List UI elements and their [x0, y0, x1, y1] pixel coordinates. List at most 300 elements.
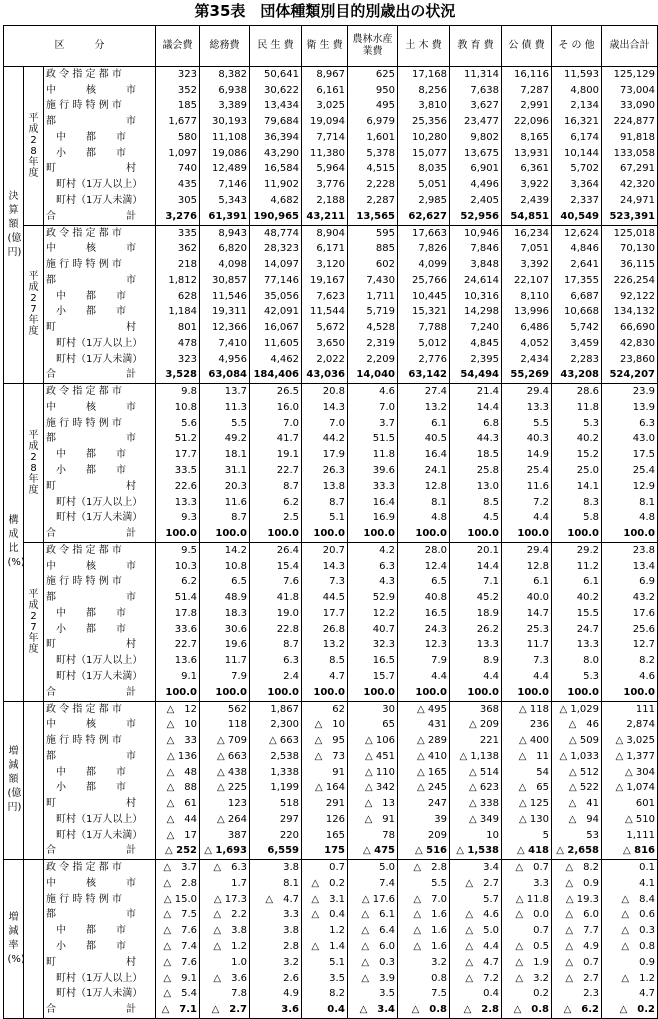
- cell-value: △ 0.3: [602, 923, 658, 939]
- cell-value: 5.5: [200, 416, 250, 432]
- table-row: [4, 638, 658, 654]
- cell-value: 5.1: [302, 955, 348, 971]
- cell-value: 16,067: [250, 320, 302, 336]
- cell-value: △ 2.8: [450, 1002, 502, 1018]
- row-label: 町村（1万人以上）: [46, 655, 143, 667]
- cell-value: 3.3: [502, 876, 552, 892]
- row-label: 中 核 市: [46, 243, 136, 255]
- cell-value: 13.3: [450, 638, 502, 654]
- cell-value: 63,142: [398, 368, 450, 384]
- cell-value: △ 5.0: [450, 923, 502, 939]
- header-col: 総務費: [200, 26, 250, 67]
- cell-value: △ 5.4: [156, 986, 200, 1002]
- cell-value: 29.4: [502, 542, 552, 558]
- table-total-row: [4, 209, 658, 225]
- cell-value: 8,256: [398, 83, 450, 99]
- cell-value: 14.7: [502, 606, 552, 622]
- cell-value: 2,538: [250, 749, 302, 765]
- row-label: 町村（1万人未満）: [46, 829, 143, 841]
- cell-value: 63,084: [200, 368, 250, 384]
- header-col: 衛 生 費: [302, 26, 348, 67]
- cell-value: 14.1: [552, 479, 602, 495]
- cell-value: 0.9: [602, 955, 658, 971]
- cell-value: 3.4: [450, 860, 502, 876]
- cell-value: 45.2: [450, 590, 502, 606]
- cell-value: △ 3.9: [348, 971, 398, 987]
- cell-value: 5,672: [302, 320, 348, 336]
- cell-value: △ 0.8: [502, 1002, 552, 1018]
- cell-value: 24.1: [398, 463, 450, 479]
- cell-value: 352: [156, 83, 200, 99]
- cell-value: △ 3,025: [602, 733, 658, 749]
- cell-value: 15.2: [552, 447, 602, 463]
- cell-value: △ 9.1: [156, 971, 200, 987]
- cell-value: 6,820: [200, 241, 250, 257]
- cell-value: 22.7: [250, 463, 302, 479]
- cell-value: △ 6.1: [348, 908, 398, 924]
- cell-value: 23.9: [602, 384, 658, 400]
- cell-value: △ 663: [200, 749, 250, 765]
- cell-value: 7,240: [450, 320, 502, 336]
- cell-value: 9.5: [156, 542, 200, 558]
- cell-value: 2,439: [502, 193, 552, 209]
- cell-value: 2,874: [602, 717, 658, 733]
- cell-value: △ 522: [552, 780, 602, 796]
- cell-value: 91,818: [602, 130, 658, 146]
- cell-value: 740: [156, 162, 200, 178]
- cell-value: 26.5: [250, 384, 302, 400]
- cell-value: 2,991: [502, 99, 552, 115]
- cell-value: 247: [398, 796, 450, 812]
- table-row: [4, 99, 658, 115]
- cell-value: △ 0.9: [552, 876, 602, 892]
- cell-value: 209: [398, 828, 450, 844]
- row-label: 中 核 市: [46, 560, 136, 572]
- cell-value: △ 7.2: [450, 971, 502, 987]
- cell-value: △ 495: [398, 701, 450, 717]
- cell-value: 16.0: [250, 400, 302, 416]
- cell-value: △ 94: [552, 812, 602, 828]
- section-label-text: 構成比(%): [7, 515, 25, 569]
- cell-value: 5,343: [200, 193, 250, 209]
- table-row: [4, 67, 658, 83]
- cell-value: △ 304: [602, 765, 658, 781]
- cell-value: 175: [302, 844, 348, 860]
- cell-value: 19.6: [200, 638, 250, 654]
- cell-value: 6.3: [602, 416, 658, 432]
- row-label: 小 都 市: [46, 782, 126, 794]
- cell-value: 40.2: [552, 432, 602, 448]
- cell-value: 51.2: [156, 432, 200, 448]
- table-row: [4, 447, 658, 463]
- cell-value: 7.8: [200, 986, 250, 1002]
- table-row: [4, 479, 658, 495]
- cell-value: 4,052: [502, 336, 552, 352]
- cell-value: △ 514: [450, 765, 502, 781]
- cell-value: 1,677: [156, 114, 200, 130]
- cell-value: 32.3: [348, 638, 398, 654]
- cell-value: 19.0: [250, 606, 302, 622]
- cell-value: △ 451: [348, 749, 398, 765]
- row-label: 小 都 市: [46, 465, 126, 477]
- cell-value: 13,434: [250, 99, 302, 115]
- cell-value: 30.6: [200, 622, 250, 638]
- row-label: 小 都 市: [46, 147, 126, 159]
- cell-value: 25.4: [602, 463, 658, 479]
- cell-value: 3,392: [502, 257, 552, 273]
- cell-value: 42,830: [602, 336, 658, 352]
- cell-value: 12.4: [398, 559, 450, 575]
- cell-value: 111: [602, 701, 658, 717]
- cell-value: △ 4.4: [450, 939, 502, 955]
- cell-value: 11.6: [200, 495, 250, 511]
- cell-value: 7.6: [250, 575, 302, 591]
- table-row: [4, 241, 658, 257]
- cell-value: 185: [156, 99, 200, 115]
- cell-value: 4.8: [398, 510, 450, 526]
- cell-value: 4,845: [450, 336, 502, 352]
- cell-value: 17.7: [302, 606, 348, 622]
- cell-value: 1,111: [602, 828, 658, 844]
- year-label-text: 平成27年度: [28, 588, 39, 655]
- cell-value: 6.1: [398, 416, 450, 432]
- cell-value: 43,208: [552, 368, 602, 384]
- cell-value: 13.2: [398, 400, 450, 416]
- cell-value: 3,276: [156, 209, 200, 225]
- cell-value: 2,319: [348, 336, 398, 352]
- cell-value: 31.1: [200, 463, 250, 479]
- cell-value: △ 475: [348, 844, 398, 860]
- row-label: 町 村: [46, 322, 136, 334]
- cell-value: 125,018: [602, 225, 658, 241]
- cell-value: 42,091: [250, 304, 302, 320]
- cell-value: △ 0.8: [398, 1002, 450, 1018]
- cell-value: △ 3.4: [348, 1002, 398, 1018]
- table-total-row: [4, 526, 658, 542]
- cell-value: △ 15.0: [156, 892, 200, 908]
- cell-value: 3.5: [348, 986, 398, 1002]
- cell-value: 20.1: [450, 542, 502, 558]
- cell-value: 23.8: [602, 542, 658, 558]
- cell-value: 54,851: [502, 209, 552, 225]
- cell-value: 7,826: [398, 241, 450, 257]
- cell-value: 6,171: [302, 241, 348, 257]
- cell-value: 100.0: [398, 685, 450, 701]
- cell-value: 8,110: [502, 289, 552, 305]
- cell-value: △ 1.6: [398, 923, 450, 939]
- cell-value: 7.9: [200, 669, 250, 685]
- row-label: 都 市: [46, 750, 136, 762]
- section-label-text: 決算額(億円): [7, 191, 22, 259]
- cell-value: 2,287: [348, 193, 398, 209]
- cell-value: 6,161: [302, 83, 348, 99]
- table-row: [4, 289, 658, 305]
- cell-value: 52.9: [348, 590, 398, 606]
- cell-value: △ 816: [602, 844, 658, 860]
- row-label: 町村（1万人未満）: [46, 353, 143, 365]
- cell-value: 22,107: [502, 273, 552, 289]
- cell-value: 29.2: [552, 542, 602, 558]
- cell-value: 5.0: [348, 860, 398, 876]
- cell-value: △ 512: [552, 765, 602, 781]
- cell-value: 801: [156, 320, 200, 336]
- table-row: [4, 701, 658, 717]
- cell-value: 16.9: [348, 510, 398, 526]
- cell-value: △ 0.0: [502, 908, 552, 924]
- cell-value: △ 3.7: [156, 860, 200, 876]
- cell-value: △ 17: [156, 828, 200, 844]
- cell-value: 15,077: [398, 146, 450, 162]
- cell-value: 100.0: [200, 685, 250, 701]
- cell-value: △ 709: [200, 733, 250, 749]
- row-label: 政 令 指 定 都 市: [44, 860, 156, 876]
- cell-value: 16,584: [250, 162, 302, 178]
- year-label-text: 平成28年度: [28, 112, 39, 179]
- cell-value: 8,165: [502, 130, 552, 146]
- table-row: [4, 876, 658, 892]
- cell-value: 25.4: [502, 463, 552, 479]
- cell-value: 5.5: [502, 416, 552, 432]
- cell-value: 2,134: [552, 99, 602, 115]
- header-col: 農林水産業費: [348, 26, 398, 67]
- cell-value: 226,254: [602, 273, 658, 289]
- table-row: [4, 971, 658, 987]
- cell-value: 16.4: [398, 447, 450, 463]
- cell-value: 2.8: [250, 939, 302, 955]
- table-row: [4, 463, 658, 479]
- cell-value: 12.8: [398, 479, 450, 495]
- cell-value: 8.1: [398, 495, 450, 511]
- cell-value: △ 6.0: [552, 908, 602, 924]
- cell-value: 30: [348, 701, 398, 717]
- row-label: 施 行 時 特 例 市: [46, 259, 122, 271]
- cell-value: 15.7: [348, 669, 398, 685]
- cell-value: 0.8: [398, 971, 450, 987]
- cell-value: 17,663: [398, 225, 450, 241]
- table-row: [4, 432, 658, 448]
- cell-value: 5,719: [348, 304, 398, 320]
- cell-value: 123: [200, 796, 250, 812]
- cell-value: 43.0: [602, 432, 658, 448]
- cell-value: 387: [200, 828, 250, 844]
- cell-value: 44.2: [302, 432, 348, 448]
- cell-value: 18.1: [200, 447, 250, 463]
- cell-value: 602: [348, 257, 398, 273]
- cell-value: 13.3: [552, 638, 602, 654]
- cell-value: △ 6.2: [552, 1002, 602, 1018]
- cell-value: 11.6: [502, 479, 552, 495]
- cell-value: 12,366: [200, 320, 250, 336]
- cell-value: 3.5: [302, 971, 348, 987]
- year-label: [24, 384, 44, 543]
- cell-value: △ 7.6: [156, 923, 200, 939]
- cell-value: △ 6.3: [200, 860, 250, 876]
- cell-value: 78: [348, 828, 398, 844]
- cell-value: 6.5: [398, 575, 450, 591]
- table-row: [4, 796, 658, 812]
- cell-value: 11.3: [200, 400, 250, 416]
- table-total-row: [4, 1002, 658, 1018]
- cell-value: 33,090: [602, 99, 658, 115]
- header-col: 民 生 費: [250, 26, 302, 67]
- cell-value: 885: [348, 241, 398, 257]
- cell-value: 12.3: [398, 638, 450, 654]
- cell-value: 190,965: [250, 209, 302, 225]
- cell-value: △ 516: [398, 844, 450, 860]
- cell-value: 65: [348, 717, 398, 733]
- cell-value: 16,116: [502, 67, 552, 83]
- table-row: [4, 146, 658, 162]
- cell-value: 11,902: [250, 177, 302, 193]
- row-label: 町村（1万人以上）: [46, 972, 143, 984]
- row-label: 中 核 市: [46, 877, 136, 889]
- cell-value: 7.5: [398, 986, 450, 1002]
- cell-value: △ 1.9: [502, 955, 552, 971]
- cell-value: △ 73: [302, 749, 348, 765]
- cell-value: 55,269: [502, 368, 552, 384]
- cell-value: 523,391: [602, 209, 658, 225]
- table-title: 第35表 団体種類別目的別歳出の状況: [194, 2, 456, 20]
- table-row: [4, 352, 658, 368]
- cell-value: 3,459: [552, 336, 602, 352]
- cell-value: △ 11.8: [502, 892, 552, 908]
- row-label: 政 令 指 定 都 市: [44, 542, 156, 558]
- cell-value: 44.5: [302, 590, 348, 606]
- cell-value: 6,559: [250, 844, 302, 860]
- cell-value: 100.0: [450, 685, 502, 701]
- table-row: [4, 257, 658, 273]
- table-row: [4, 986, 658, 1002]
- cell-value: 7,623: [302, 289, 348, 305]
- cell-value: △ 245: [398, 780, 450, 796]
- cell-value: 14,040: [348, 368, 398, 384]
- cell-value: 7.0: [348, 400, 398, 416]
- cell-value: △ 0.3: [348, 955, 398, 971]
- cell-value: 5,742: [552, 320, 602, 336]
- cell-value: 10,668: [552, 304, 602, 320]
- cell-value: 2,283: [552, 352, 602, 368]
- cell-value: 26.3: [302, 463, 348, 479]
- header-col: 土 木 費: [398, 26, 450, 67]
- cell-value: 4.2: [348, 542, 398, 558]
- cell-value: 23,477: [450, 114, 502, 130]
- cell-value: 6.1: [552, 575, 602, 591]
- cell-value: 14.9: [502, 447, 552, 463]
- cell-value: 10.8: [200, 559, 250, 575]
- cell-value: 15.5: [552, 606, 602, 622]
- cell-value: △ 125: [502, 796, 552, 812]
- cell-value: 26.8: [302, 622, 348, 638]
- cell-value: 291: [302, 796, 348, 812]
- cell-value: △ 509: [552, 733, 602, 749]
- cell-value: 6.2: [250, 495, 302, 511]
- table-row: [4, 939, 658, 955]
- cell-value: 7.0: [250, 416, 302, 432]
- row-label: 施 行 時 特 例 市: [46, 576, 122, 588]
- cell-value: △ 17.3: [200, 892, 250, 908]
- cell-value: 478: [156, 336, 200, 352]
- cell-value: 7.1: [450, 575, 502, 591]
- cell-value: 33.3: [348, 479, 398, 495]
- cell-value: 218: [156, 257, 200, 273]
- cell-value: 7,788: [398, 320, 450, 336]
- cell-value: 7.3: [302, 575, 348, 591]
- cell-value: 125,129: [602, 67, 658, 83]
- cell-value: 40.0: [502, 590, 552, 606]
- cell-value: 10.3: [156, 559, 200, 575]
- cell-value: 4,098: [200, 257, 250, 273]
- table-container: [3, 25, 658, 1019]
- cell-value: 16.5: [398, 606, 450, 622]
- table-row: [4, 400, 658, 416]
- cell-value: 4.7: [602, 986, 658, 1002]
- cell-value: 3.8: [250, 923, 302, 939]
- cell-value: 5,051: [398, 177, 450, 193]
- row-label: 合 計: [44, 1002, 156, 1018]
- table-row: [4, 177, 658, 193]
- cell-value: 7.3: [502, 653, 552, 669]
- cell-value: 36,394: [250, 130, 302, 146]
- row-label: 施 行 時 特 例 市: [46, 100, 122, 112]
- cell-value: 100.0: [450, 526, 502, 542]
- cell-value: 11,605: [250, 336, 302, 352]
- cell-value: 2,405: [450, 193, 502, 209]
- cell-value: △ 418: [502, 844, 552, 860]
- cell-value: 3,650: [302, 336, 348, 352]
- cell-value: 3,848: [450, 257, 502, 273]
- cell-value: 7,846: [450, 241, 502, 257]
- cell-value: 49.2: [200, 432, 250, 448]
- cell-value: 10,316: [450, 289, 502, 305]
- cell-value: 8,035: [398, 162, 450, 178]
- cell-value: 25.8: [450, 463, 502, 479]
- year-label: [24, 225, 44, 384]
- cell-value: 3.2: [250, 955, 302, 971]
- cell-value: 9.8: [156, 384, 200, 400]
- row-label: 合 計: [44, 685, 156, 701]
- cell-value: 3,922: [502, 177, 552, 193]
- cell-value: 1,601: [348, 130, 398, 146]
- cell-value: 3,364: [552, 177, 602, 193]
- cell-value: 17,355: [552, 273, 602, 289]
- cell-value: 12.8: [502, 559, 552, 575]
- section-label: [4, 701, 24, 860]
- cell-value: △ 1,029: [552, 701, 602, 717]
- cell-value: △ 623: [450, 780, 502, 796]
- cell-value: 1,199: [250, 780, 302, 796]
- cell-value: 100.0: [502, 526, 552, 542]
- cell-value: 950: [348, 83, 398, 99]
- cell-value: 2,434: [502, 352, 552, 368]
- cell-value: 11,108: [200, 130, 250, 146]
- cell-value: 5,378: [348, 146, 398, 162]
- table-row: [4, 320, 658, 336]
- cell-value: 4.7: [302, 669, 348, 685]
- cell-value: 13.8: [302, 479, 348, 495]
- cell-value: 10: [450, 828, 502, 844]
- cell-value: 35,056: [250, 289, 302, 305]
- cell-value: 601: [602, 796, 658, 812]
- cell-value: △ 65: [502, 780, 552, 796]
- cell-value: 11.7: [200, 653, 250, 669]
- cell-value: 16.5: [348, 653, 398, 669]
- cell-value: 16,234: [502, 225, 552, 241]
- cell-value: 1,867: [250, 701, 302, 717]
- table-row: [4, 225, 658, 241]
- cell-value: △ 7.7: [552, 923, 602, 939]
- cell-value: 580: [156, 130, 200, 146]
- cell-value: 224,877: [602, 114, 658, 130]
